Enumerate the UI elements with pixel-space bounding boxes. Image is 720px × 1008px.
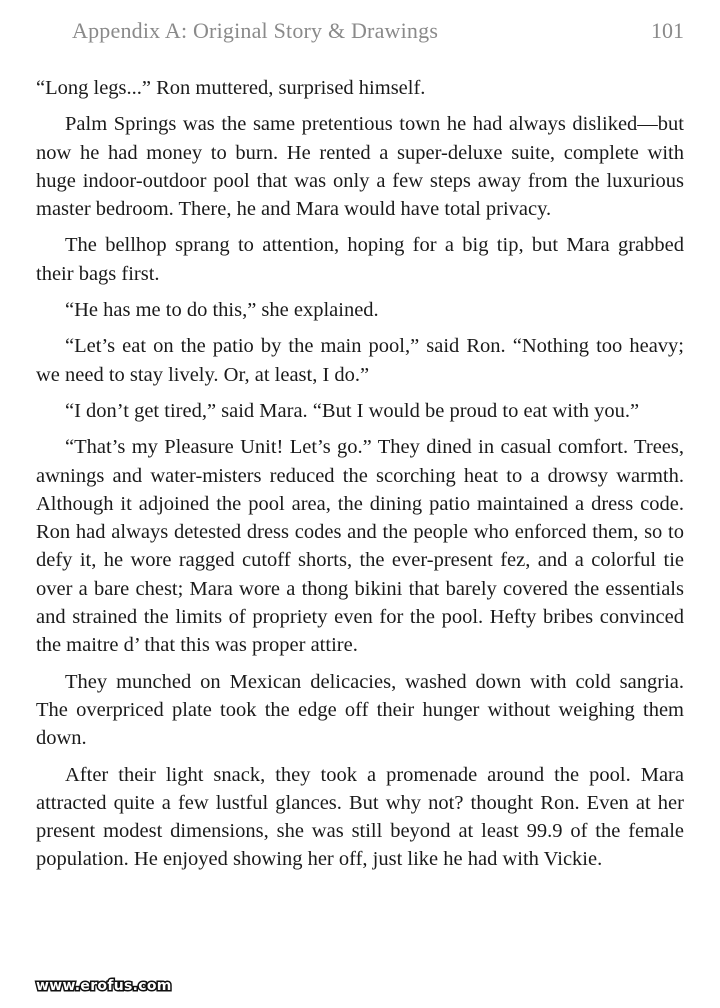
paragraph: “He has me to do this,” she explained. xyxy=(65,299,379,322)
page-number: 101 xyxy=(651,18,684,43)
paragraph: “Long legs...” Ron muttered, surprised himself. xyxy=(36,77,426,99)
paragraph: Palm Springs was the same pretentious town he had always disliked—but now he had money to burn. He rented a super-deluxe suite, complete with huge indoor-outdoor pool that was only a few steps away from the luxurious master bedroom. There, he and Mara would have total privacy. xyxy=(36,113,684,221)
running-header xyxy=(72,18,684,50)
paragraph: They munched on Mexican delicacies, washed down with cold sangria. The overpriced plate took the edge off their hunger without weighing them down. xyxy=(36,670,684,750)
watermark: www.erofus.com xyxy=(36,978,172,994)
paragraph: “Let’s eat on the patio by the main pool,” said Ron. “Nothing too heavy; we need to stay lively. Or, at least, I do.” xyxy=(36,335,684,386)
paragraph: The bellhop sprang to attention, hoping for a big tip, but Mara grabbed their bags first. xyxy=(36,234,684,285)
paragraph: After their light snack, they took a promenade around the pool. Mara attracted quite a few lustful glances. But why not? thought Ron. Even at her present modest dimensions, she was still beyond at least 99.9 of the female population. He enjoyed showing her off, just like he had with Vickie. xyxy=(36,763,684,871)
paragraph: “That’s my Pleasure Unit! Let’s go.” They dined in casual comfort. Trees, awnings and water-misters reduced the scorching heat to a drowsy warmth. Although it adjoined the pool area, the dining patio maintained a dress code. Ron had always detested dress codes and the people who enforced them, so to defy it, he wore ragged cutoff shorts, the ever-present fez, and a colorful tie over a bare chest; Mara wore a thong bikini that barely covered the essentials and strained the limits of propriety even for the pool. Hefty bribes convinced the maitre d’ that this was proper attire. xyxy=(36,436,684,657)
chapter-title: Appendix A: Original Story & Drawings xyxy=(72,18,439,43)
paragraph: “I don’t get tired,” said Mara. “But I would be proud to eat with you.” xyxy=(65,399,640,422)
page-body xyxy=(36,74,684,882)
